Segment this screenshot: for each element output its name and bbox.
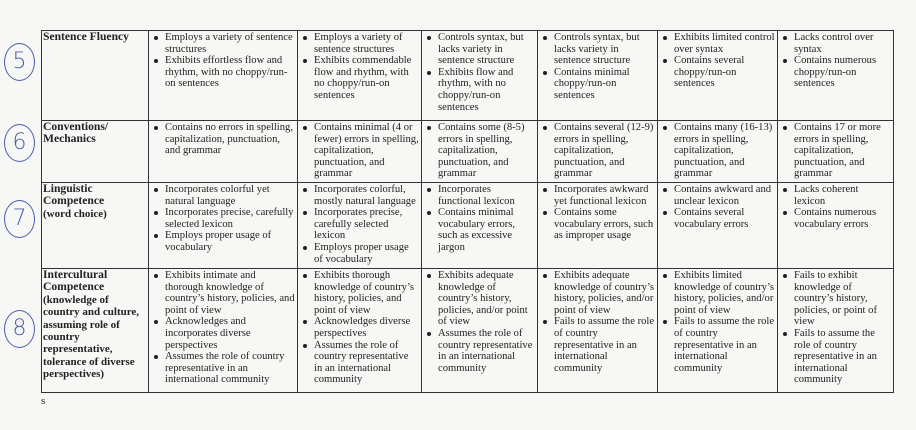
descriptor-item: Assumes the role of country representative in an international community: [424, 328, 535, 374]
descriptor-item: Exhibits limited control over syntax: [660, 32, 775, 55]
descriptor-list: [424, 32, 535, 113]
descriptor-list: [540, 270, 655, 374]
descriptor-item: Lacks coherent lexicon: [780, 184, 891, 207]
descriptor-item: Exhibits intimate and thorough knowledge of country’s history, policies, and point of view: [151, 270, 295, 316]
descriptor-item: Contains numerous vocabulary errors: [780, 207, 891, 230]
descriptor-list: [780, 270, 891, 386]
descriptor-item: Contains several choppy/run-on sentences: [660, 55, 775, 90]
descriptor-list: [424, 270, 535, 374]
descriptor-cell: [298, 269, 422, 393]
descriptor-item: Acknowledges and incorporates diverse perspectives: [151, 316, 295, 351]
descriptor-list: [540, 184, 655, 242]
descriptor-item: Fails to assume the role of country representative in an international community: [660, 316, 775, 374]
descriptor-item: Contains minimal choppy/run-on sentences: [540, 67, 655, 102]
descriptor-item: Employs a variety of sentence structures: [300, 32, 419, 55]
descriptor-item: Contains some (8-5) errors in spelling, capitalization, punctuation, and grammar: [424, 122, 535, 180]
criterion-cell: [42, 183, 149, 269]
handwritten-score-6: 6: [4, 124, 35, 162]
descriptor-list: [300, 270, 419, 386]
criterion-cell: [42, 269, 149, 393]
criterion-subtitle: (word choice): [43, 207, 107, 220]
descriptor-item: Exhibits thorough knowledge of country’s history, policies, and point of view: [300, 270, 419, 316]
descriptor-list: [660, 184, 775, 230]
descriptor-list: [660, 270, 775, 374]
descriptor-item: Assumes the role of country representative in an international community: [300, 340, 419, 386]
descriptor-item: Fails to exhibit knowledge of country’s history, policies, or point of view: [780, 270, 891, 328]
descriptor-cell: [298, 121, 422, 183]
descriptor-item: Controls syntax, but lacks variety in sentence structure: [540, 32, 655, 67]
descriptor-item: Incorporates precise, carefully selected lexicon: [151, 207, 295, 230]
descriptor-list: [780, 122, 891, 180]
descriptor-cell: [658, 31, 778, 121]
descriptor-cell: [658, 183, 778, 269]
descriptor-list: [300, 32, 419, 102]
handwritten-score-5: 5: [4, 43, 35, 81]
descriptor-cell: [778, 31, 894, 121]
descriptor-cell: [778, 183, 894, 269]
descriptor-list: [300, 184, 419, 265]
criterion-title: Sentence Fluency: [43, 30, 129, 43]
descriptor-cell: [422, 269, 538, 393]
criterion-cell: [42, 31, 149, 121]
descriptor-cell: [149, 31, 298, 121]
descriptor-cell: [778, 121, 894, 183]
rubric-row: [42, 183, 894, 269]
descriptor-item: Exhibits flow and rhythm, with no choppy/run-on sentences: [424, 67, 535, 113]
descriptor-cell: [658, 121, 778, 183]
descriptor-cell: [538, 31, 658, 121]
descriptor-list: [540, 32, 655, 102]
descriptor-list: [151, 32, 295, 90]
rubric-row: [42, 31, 894, 121]
descriptor-item: Incorporates awkward yet functional lexicon: [540, 184, 655, 207]
descriptor-item: Contains no errors in spelling, capitalization, punctuation, and grammar: [151, 122, 295, 157]
descriptor-list: [780, 184, 891, 230]
descriptor-item: Incorporates colorful, mostly natural language: [300, 184, 419, 207]
descriptor-item: Contains several (12-9) errors in spelling, capitalization, punctuation, and grammar: [540, 122, 655, 180]
descriptor-item: Contains awkward and unclear lexicon: [660, 184, 775, 207]
descriptor-item: Exhibits commendable flow and rhythm, with no choppy/run-on sentences: [300, 55, 419, 101]
descriptor-item: Assumes the role of country representative in an international community: [151, 351, 295, 386]
rubric-table: [41, 30, 894, 393]
descriptor-item: Controls syntax, but lacks variety in sentence structure: [424, 32, 535, 67]
descriptor-cell: [149, 121, 298, 183]
descriptor-item: Incorporates precise, carefully selected lexicon: [300, 207, 419, 242]
rubric-row: [42, 121, 894, 183]
descriptor-cell: [149, 183, 298, 269]
descriptor-item: Contains minimal vocabulary errors, such as excessive jargon: [424, 207, 535, 253]
criterion-title: Intercultural Competence: [43, 268, 108, 294]
rubric-row: [42, 269, 894, 393]
descriptor-list: [151, 122, 295, 157]
descriptor-cell: [538, 121, 658, 183]
descriptor-list: [151, 270, 295, 386]
descriptor-list: [780, 32, 891, 90]
handwritten-score-7: 7: [4, 200, 35, 238]
descriptor-item: Fails to assume the role of country representative in an international community: [540, 316, 655, 374]
descriptor-item: Employs proper usage of vocabulary: [151, 230, 295, 253]
descriptor-item: Contains many (16-13) errors in spelling, capitalization, punctuation, and grammar: [660, 122, 775, 180]
descriptor-cell: [658, 269, 778, 393]
descriptor-cell: [149, 269, 298, 393]
descriptor-item: Contains minimal (4 or fewer) errors in spelling, capitalization, punctuation, and grammar: [300, 122, 419, 180]
criterion-title: Linguistic Competence: [43, 182, 105, 208]
descriptor-item: Employs a variety of sentence structures: [151, 32, 295, 55]
descriptor-item: Lacks control over syntax: [780, 32, 891, 55]
footer-text: s: [41, 395, 46, 407]
descriptor-cell: [298, 31, 422, 121]
descriptor-list: [300, 122, 419, 180]
descriptor-item: Incorporates colorful yet natural language: [151, 184, 295, 207]
descriptor-item: Employs proper usage of vocabulary: [300, 242, 419, 265]
descriptor-cell: [422, 121, 538, 183]
descriptor-cell: [538, 269, 658, 393]
descriptor-item: Acknowledges diverse perspectives: [300, 316, 419, 339]
descriptor-list: [424, 122, 535, 180]
descriptor-list: [660, 122, 775, 180]
descriptor-cell: [422, 183, 538, 269]
descriptor-item: Exhibits adequate knowledge of country’s history, policies, and/or point of view: [424, 270, 535, 328]
descriptor-item: Fails to assume the role of country representative in an international community: [780, 328, 891, 386]
descriptor-list: [424, 184, 535, 254]
criterion-title: Conventions/ Mechanics: [43, 120, 109, 146]
descriptor-item: Exhibits effortless flow and rhythm, with no choppy/run-on sentences: [151, 55, 295, 90]
descriptor-list: [660, 32, 775, 90]
descriptor-cell: [778, 269, 894, 393]
criterion-cell: [42, 121, 149, 183]
descriptor-item: Contains several vocabulary errors: [660, 207, 775, 230]
descriptor-item: Exhibits limited knowledge of country’s history, policies, and/or point of view: [660, 270, 775, 316]
descriptor-list: [151, 184, 295, 254]
descriptor-cell: [298, 183, 422, 269]
descriptor-item: Exhibits adequate knowledge of country’s history, policies, and/or point of view: [540, 270, 655, 316]
handwritten-score-8: 8: [4, 310, 35, 348]
descriptor-item: Incorporates functional lexicon: [424, 184, 535, 207]
descriptor-list: [540, 122, 655, 180]
descriptor-item: Contains numerous choppy/run-on sentences: [780, 55, 891, 90]
descriptor-item: Contains 17 or more errors in spelling, capitalization, punctuation, and grammar: [780, 122, 891, 180]
criterion-subtitle: (knowledge of country and culture, assuming role of country representative, tolerance of diverse perspectives): [43, 293, 140, 381]
descriptor-cell: [422, 31, 538, 121]
descriptor-cell: [538, 183, 658, 269]
descriptor-item: Contains some vocabulary errors, such as improper usage: [540, 207, 655, 242]
